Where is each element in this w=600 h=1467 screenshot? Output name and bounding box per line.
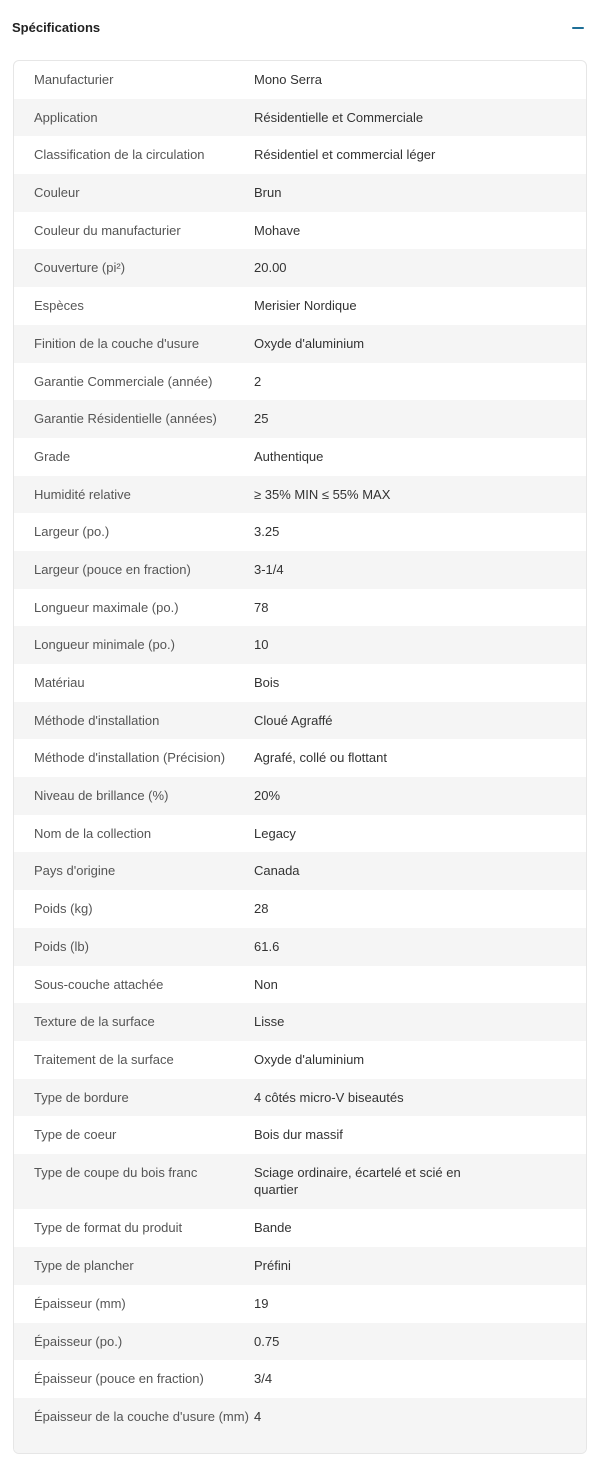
spec-label: Type de plancher: [34, 1258, 134, 1274]
spec-value: 78: [254, 599, 269, 615]
spec-label: Espèces: [34, 298, 84, 314]
table-row: [14, 852, 586, 890]
table-row: [14, 1041, 586, 1079]
table-row: [14, 174, 586, 212]
table-row: [14, 890, 586, 928]
spec-value: Lisse: [254, 1014, 285, 1030]
spec-label: Couleur: [34, 185, 80, 201]
spec-label: Épaisseur (pouce en fraction): [34, 1371, 204, 1387]
spec-label: Poids (lb): [34, 938, 89, 954]
table-row: [14, 400, 586, 438]
spec-value: 19: [254, 1295, 269, 1311]
spec-label: Type de coeur: [34, 1127, 117, 1143]
spec-value: 61.6: [254, 938, 280, 954]
spec-value: Authentique: [254, 448, 324, 464]
table-row: [14, 212, 586, 250]
table-row: [14, 739, 586, 777]
table-row: [14, 287, 586, 325]
spec-label: Épaisseur de la couche d'usure (mm): [34, 1408, 249, 1424]
spec-value: Résidentiel et commercial léger: [254, 147, 436, 163]
spec-label: Méthode d'installation (Précision): [34, 750, 226, 766]
table-row: [14, 438, 586, 476]
spec-value: Oxyde d'aluminium: [254, 335, 365, 351]
spec-label: Longueur maximale (po.): [34, 599, 179, 615]
table-row: [14, 815, 586, 853]
section-title: Spécifications: [12, 20, 101, 35]
spec-value: 20%: [254, 788, 281, 804]
table-row: [14, 551, 586, 589]
table-row: [14, 1285, 586, 1323]
spec-label: Matériau: [34, 675, 85, 690]
spec-label: Épaisseur (mm): [34, 1295, 126, 1311]
table-row: [14, 249, 586, 287]
spec-label: Sous-couche attachée: [34, 976, 164, 992]
spec-value: Mono Serra: [254, 72, 322, 87]
spec-label: Traitement de la surface: [34, 1051, 174, 1067]
spec-value: Non: [254, 976, 278, 992]
table-row: [14, 513, 586, 551]
table-row: [14, 1398, 586, 1454]
specifications-header[interactable]: [0, 0, 600, 60]
spec-value: Bois: [254, 675, 280, 690]
spec-value: Merisier Nordique: [254, 298, 357, 314]
table-row: [14, 589, 586, 627]
spec-value: 10: [254, 637, 269, 653]
spec-value: 0.75: [254, 1333, 280, 1349]
table-row: [14, 966, 586, 1004]
spec-value: 4: [254, 1408, 262, 1424]
spec-value: ≥ 35% MIN ≤ 55% MAX: [254, 486, 391, 502]
spec-value: 25: [254, 411, 269, 427]
table-row: [14, 1209, 586, 1247]
spec-value: Préfini: [254, 1258, 291, 1274]
spec-value: 3-1/4: [254, 561, 284, 577]
spec-value: 4 côtés micro-V biseautés: [254, 1089, 404, 1105]
spec-value: 3.25: [254, 524, 280, 540]
spec-value: 3/4: [254, 1371, 273, 1387]
spec-value: Legacy: [254, 825, 296, 841]
spec-label: Méthode d'installation: [34, 712, 160, 728]
spec-label: Type de bordure: [34, 1089, 129, 1105]
table-row: [14, 1323, 586, 1361]
table-row: [14, 99, 586, 137]
spec-label: Finition de la couche d'usure: [34, 335, 200, 351]
spec-value: Brun: [254, 185, 282, 201]
spec-label: Poids (kg): [34, 901, 93, 917]
spec-value: Agrafé, collé ou flottant: [254, 750, 387, 766]
spec-value: 28: [254, 901, 269, 917]
spec-label: Pays d'origine: [34, 863, 116, 879]
table-row: [14, 626, 586, 664]
table-row: [14, 777, 586, 815]
table-row: [14, 1079, 586, 1117]
spec-value: Oxyde d'aluminium: [254, 1051, 365, 1067]
spec-value: Résidentielle et Commerciale: [254, 109, 424, 125]
spec-label: Épaisseur (po.): [34, 1333, 123, 1349]
spec-label: Largeur (pouce en fraction): [34, 561, 191, 577]
spec-value: Bois dur massif: [254, 1127, 343, 1143]
table-row: [14, 928, 586, 966]
spec-label: Longueur minimale (po.): [34, 637, 175, 653]
spec-label: Humidité relative: [34, 486, 131, 502]
table-row: [14, 136, 586, 174]
spec-label: Classification de la circulation: [34, 147, 205, 163]
spec-value: Sciage ordinaire, écartelé et scié en quartier: [254, 1164, 461, 1197]
spec-label: Type de format du produit: [34, 1220, 183, 1236]
spec-label: Niveau de brillance (%): [34, 788, 169, 804]
spec-label: Largeur (po.): [34, 524, 110, 540]
spec-value: Bande: [254, 1220, 292, 1236]
spec-label: Garantie Commerciale (année): [34, 373, 213, 389]
spec-label: Grade: [34, 448, 71, 464]
spec-label: Couverture (pi²): [34, 260, 126, 276]
spec-label: Type de coupe du bois franc: [34, 1164, 198, 1180]
table-row: [14, 1003, 586, 1041]
table-row: [14, 664, 586, 702]
table-row: [14, 1360, 586, 1398]
spec-label: Couleur du manufacturier: [34, 222, 181, 238]
spec-value: Canada: [254, 863, 300, 879]
minus-icon[interactable]: [572, 27, 584, 29]
spec-label: Garantie Résidentielle (années): [34, 411, 217, 427]
spec-value: Cloué Agraffé: [254, 712, 333, 728]
specifications-table: [13, 60, 587, 1454]
spec-label: Texture de la surface: [34, 1014, 155, 1030]
table-row: [14, 1154, 586, 1210]
table-row: [14, 1247, 586, 1285]
spec-value: Mohave: [254, 222, 301, 238]
spec-label: Manufacturier: [34, 72, 114, 87]
table-row: [14, 61, 586, 99]
table-row: [14, 363, 586, 401]
table-row: [14, 1116, 586, 1154]
spec-label: Nom de la collection: [34, 825, 152, 841]
spec-value: 20.00: [254, 260, 287, 276]
table-row: [14, 476, 586, 514]
spec-label: Application: [34, 109, 98, 125]
table-row: [14, 325, 586, 363]
table-row: [14, 702, 586, 740]
spec-value: 2: [254, 373, 262, 389]
